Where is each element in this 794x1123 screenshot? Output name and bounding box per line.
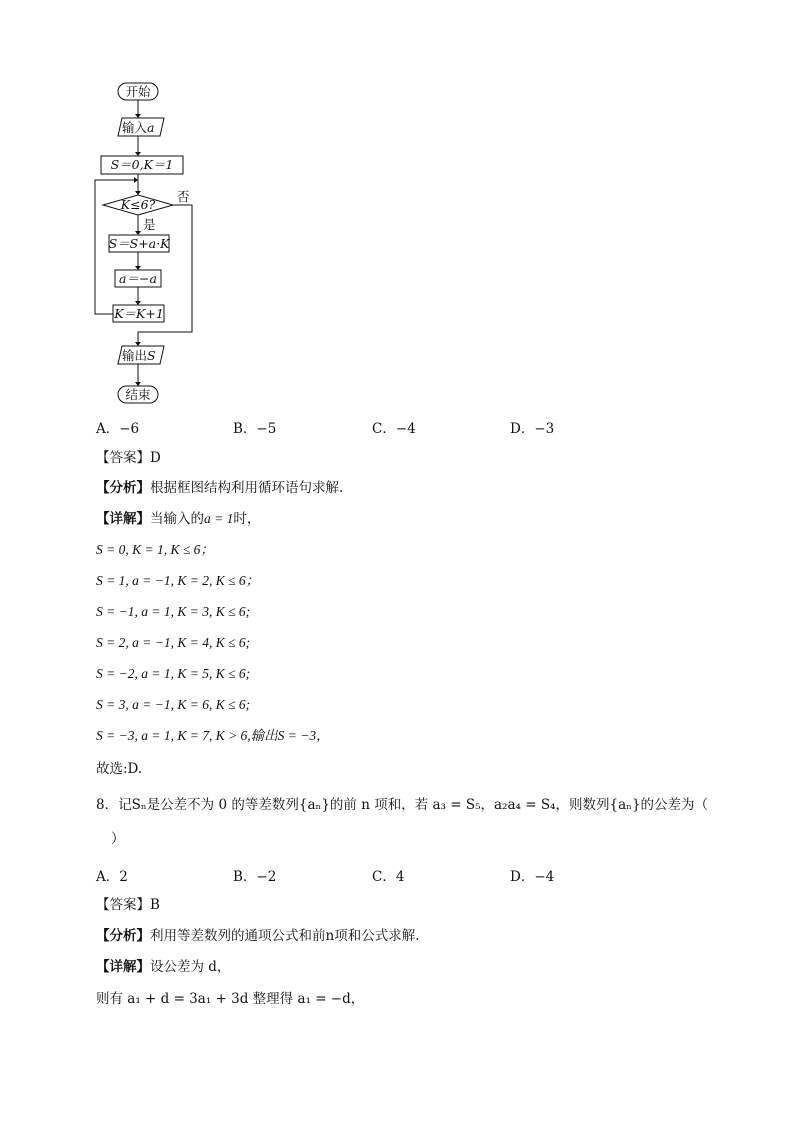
input-label: 输入a [122, 120, 155, 135]
q7-step-7: S = −3, a = 1, K = 7, K > 6,输出S = −3， [96, 728, 330, 743]
q7-option-b: B．−5 [233, 421, 277, 437]
q8-option-b: B．−2 [233, 869, 277, 885]
q7-step-1: S = 0, K = 1, K ≤ 6； [96, 542, 214, 557]
q8-option-d: D．−4 [510, 869, 555, 885]
q8-answer: 【答案】B [96, 897, 160, 913]
condition-label: K≤6? [120, 197, 156, 212]
q7-step-5: S = −2, a = 1, K = 5, K ≤ 6; [96, 666, 251, 681]
sum-label: S＝S+a·K [108, 236, 170, 251]
start-label: 开始 [125, 84, 151, 99]
increment-label: K＝K+1 [114, 306, 164, 321]
yes-label: 是 [143, 217, 156, 232]
q7-analysis: 【分析】根据框图结构利用循环语句求解. [96, 480, 344, 496]
q8-last-line: 则有 a₁ + d = 3a₁ + 3d 整理得 a₁ = −d， [96, 991, 365, 1007]
q7-step-2: S = 1, a = −1, K = 2, K ≤ 6； [96, 573, 260, 588]
q8-option-c: C．4 [372, 869, 405, 885]
q8-analysis: 【分析】利用等差数列的通项公式和前n项和公式求解. [96, 928, 420, 944]
q8-stem: 8．记Sₙ是公差不为 0 的等差数列{aₙ}的前 n 项和，若 a₃ = S₅，a₂a₄ = S₄，则数列{aₙ}的公差为（ [96, 797, 709, 813]
q7-step-4: S = 2, a = −1, K = 4, K ≤ 6; [96, 635, 251, 650]
negate-label: a＝−a [119, 271, 157, 286]
q7-option-d: D．−3 [510, 421, 555, 437]
q7-conclusion: 故选:D. [96, 761, 143, 777]
q7-option-c: C．−4 [372, 421, 416, 437]
q7-answer: 【答案】D [96, 450, 161, 466]
q8-detail: 【详解】设公差为 d， [96, 959, 231, 975]
q7-step-6: S = 3, a = −1, K = 6, K ≤ 6; [96, 697, 251, 712]
no-label: 否 [177, 189, 190, 204]
q7-step-3: S = −1, a = 1, K = 3, K ≤ 6; [96, 604, 251, 619]
end-label: 结束 [125, 387, 151, 402]
output-label: 输出S [122, 348, 156, 363]
q8-stem-cont: ） [111, 831, 125, 847]
q7-option-a: A．−6 [96, 421, 140, 437]
program-flowchart [88, 78, 218, 418]
init-label: S＝0,K＝1 [110, 157, 174, 172]
q7-detail-intro: 【详解】当输入的a = 1时， [96, 511, 261, 527]
q8-option-a: A．2 [96, 869, 128, 885]
